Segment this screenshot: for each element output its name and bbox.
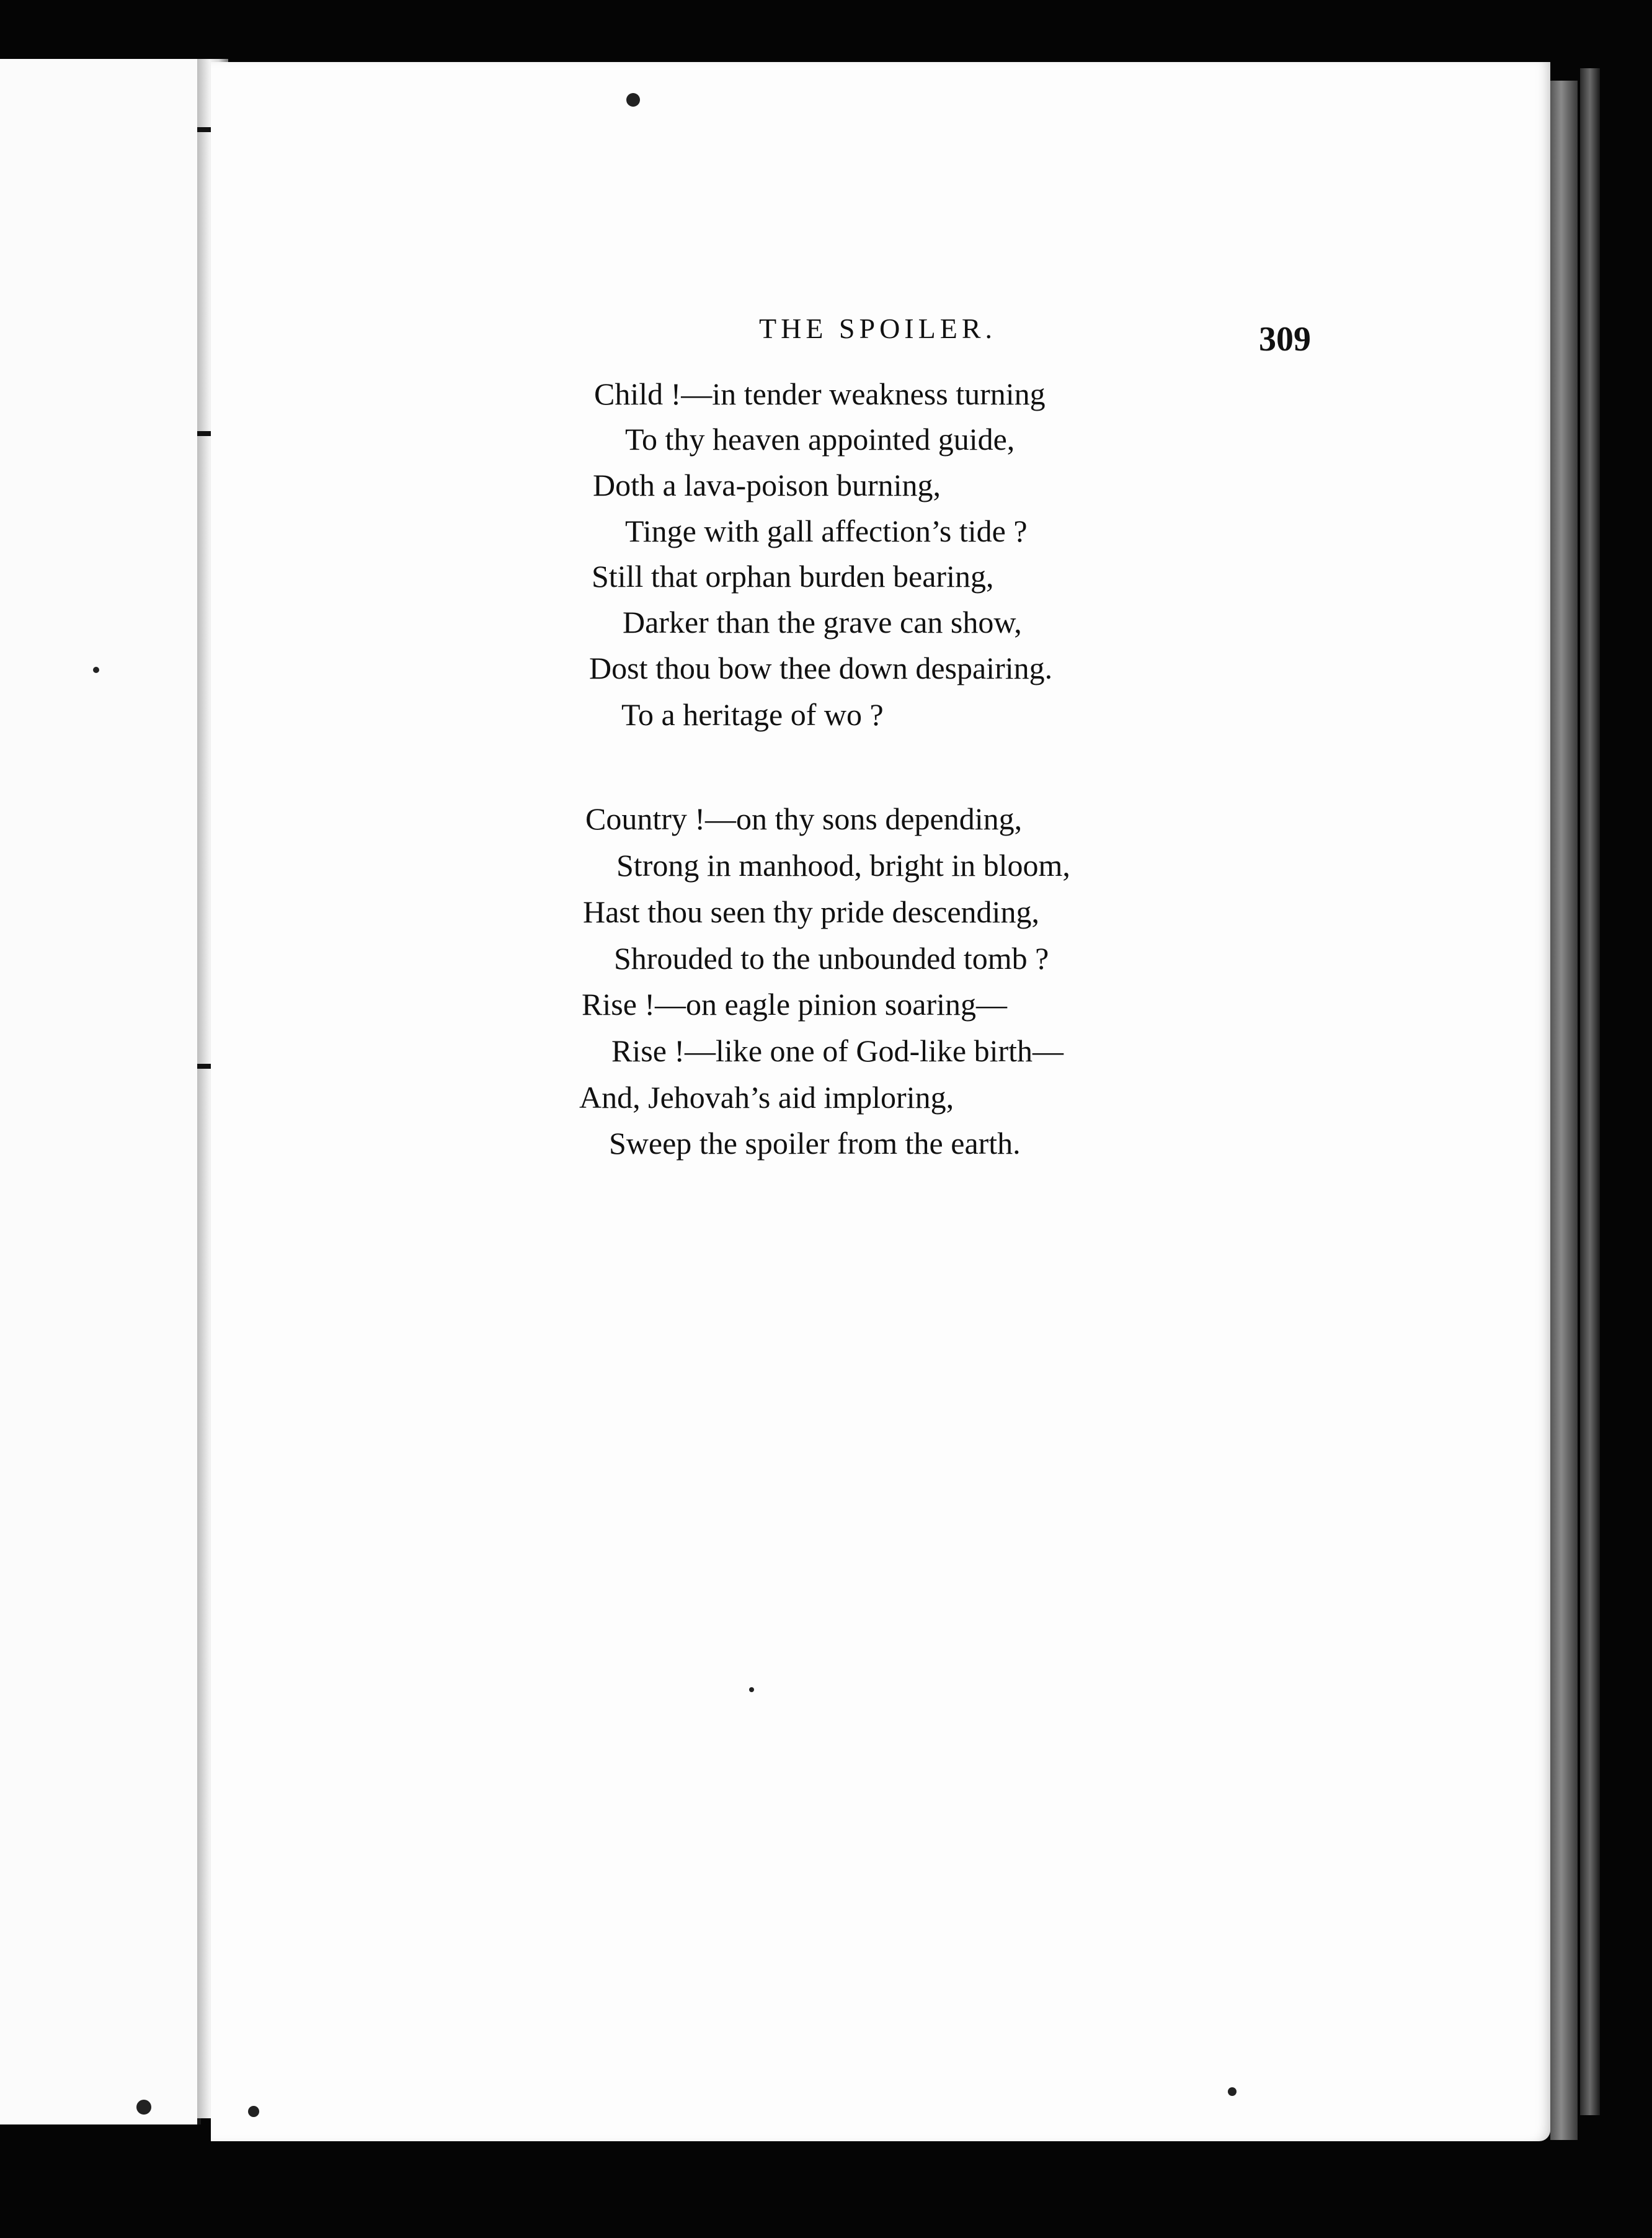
facing-page-fragment	[0, 59, 201, 2124]
verse-line: Sweep the spoiler from the earth.	[609, 1126, 1021, 1161]
verse-line: Rise !—like one of God-like birth—	[611, 1033, 1064, 1068]
scan-speck	[136, 2100, 151, 2115]
verse-line: Country !—on thy sons depending,	[585, 801, 1023, 836]
verse-line: And, Jehovah’s aid imploring,	[579, 1080, 954, 1115]
verse-line: Doth a lava-poison burning,	[593, 468, 941, 502]
scan-speck	[1228, 2087, 1237, 2096]
scan-speck	[248, 2106, 259, 2117]
verse-line: Hast thou seen thy pride descending,	[583, 894, 1039, 929]
verse-line: Strong in manhood, bright in bloom,	[616, 848, 1070, 883]
verse-line: Dost thou bow thee down despairing.	[589, 651, 1053, 685]
book-cover-edge	[1580, 68, 1600, 2115]
scan-speck	[93, 667, 99, 673]
verse-line: To a heritage of wo ?	[621, 697, 884, 732]
verse-line: Still that orphan burden bearing,	[592, 559, 994, 594]
verse-line: To thy heaven appointed guide,	[625, 422, 1015, 457]
running-head: THE SPOILER.	[759, 313, 997, 344]
page-edge	[1550, 81, 1578, 2140]
scan-speck	[626, 93, 640, 107]
verse-line: Rise !—on eagle pinion soaring—	[582, 987, 1007, 1022]
verse-line: Shrouded to the unbounded tomb ?	[614, 941, 1049, 976]
scan-speck	[749, 1687, 754, 1692]
page-number: 309	[1259, 320, 1311, 359]
verse-line: Child !—in tender weakness turning	[594, 377, 1046, 411]
verse-line: Darker than the grave can show,	[623, 605, 1022, 640]
verse-line: Tinge with gall affection’s tide ?	[625, 514, 1028, 548]
